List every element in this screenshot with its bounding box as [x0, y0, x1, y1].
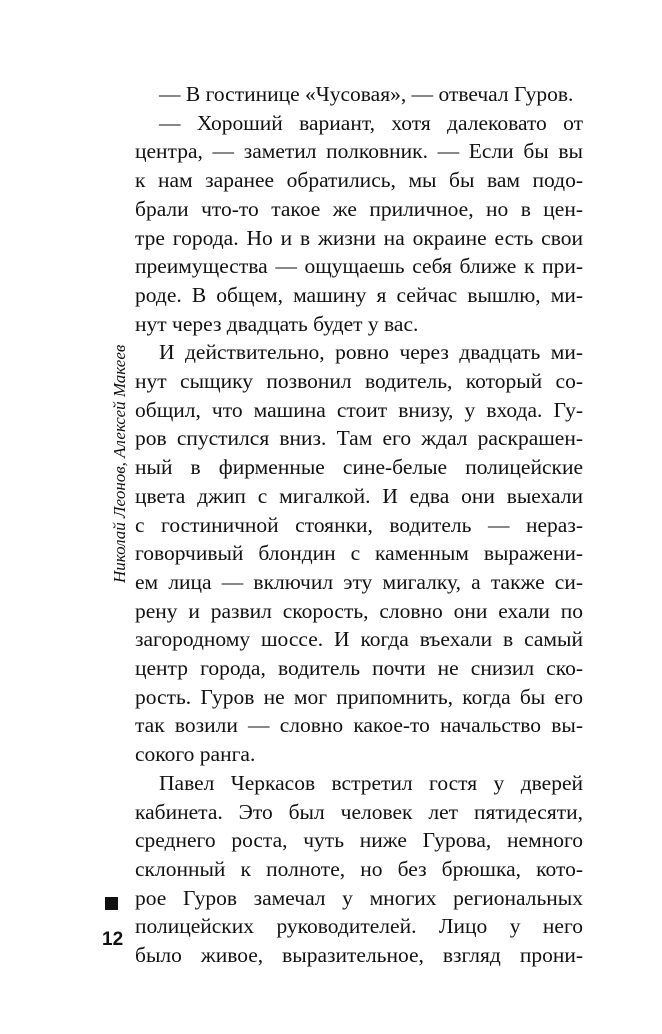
text-line: нут через двадцать будет у вас. [135, 311, 419, 336]
text-line: загородному шоссе. И когда въехали в самый [135, 627, 583, 652]
text-line: Павел Черкасов встретил гостя у дверей [159, 770, 583, 795]
text-line: ем лица — включил эту мигалку, а также си- [135, 569, 583, 594]
text-line: рену и развил скорость, словно они ехали по [135, 598, 583, 623]
paragraph-2 [135, 109, 583, 339]
text-line: говорчивый блондин с каменным выражени- [135, 541, 583, 566]
paragraph-4 [135, 769, 583, 970]
text-line: общил, что машина стоит внизу, у входа. Гу- [135, 397, 583, 422]
text-line: с гостиничной стоянки, водитель — нераз- [135, 512, 583, 537]
paragraph-1 [135, 80, 583, 109]
text-line: рое Гуров замечал у многих региональных [135, 885, 583, 910]
text-line: брали что-то такое же приличное, но в цен- [135, 196, 583, 221]
text-line: сокого ранга. [135, 742, 256, 767]
paragraph-3 [135, 338, 583, 769]
text-line: тре города. Но и в жизни на окраине есть свои [135, 225, 583, 250]
text-line: — Хороший вариант, хотя далековато от [159, 110, 583, 135]
text-line: центр города, водитель почти не снизил ско- [135, 656, 583, 681]
text-line: — В гостинице «Чусовая», — отвечал Гуров. [159, 82, 574, 106]
square-bullet-icon [105, 897, 118, 910]
text-line: среднего роста, чуть ниже Гурова, немного [135, 828, 583, 853]
text-line: роде. В общем, машину я сейчас вышлю, ми- [135, 282, 583, 307]
text-line: склонный к полноте, но без брюшка, кото- [135, 856, 583, 881]
running-head-authors: Николай Леонов, Алексей Макеев [110, 344, 129, 583]
book-text [135, 80, 583, 970]
text-line: центра, — заметил полковник. — Если бы вы [135, 139, 583, 164]
page-number: 12 [102, 929, 124, 950]
text-line: ный в фирменные сине-белые полицейские [135, 455, 583, 480]
text-line: рость. Гуров не мог припомнить, когда бы его [135, 684, 583, 709]
text-line: так возили — словно какое-то начальство вы- [135, 713, 583, 738]
text-line: к нам заранее обратились, мы бы вам подо- [135, 168, 583, 193]
text-line: преимущества — ощущаешь себя ближе к при- [135, 254, 583, 279]
text-line: нут сыщику позвонил водитель, который со- [135, 369, 583, 394]
text-line: было живое, выразительное, взгляд прони- [135, 943, 583, 968]
text-line: И действительно, ровно через двадцать ми- [159, 340, 583, 365]
text-line: ров спустился вниз. Там его ждал раскрашен- [135, 426, 583, 451]
text-line: полицейских руководителей. Лицо у него [135, 914, 583, 939]
text-line: кабинета. Это был человек лет пятидесяти, [135, 799, 583, 824]
text-line: цвета джип с мигалкой. И едва они выехали [135, 483, 583, 508]
